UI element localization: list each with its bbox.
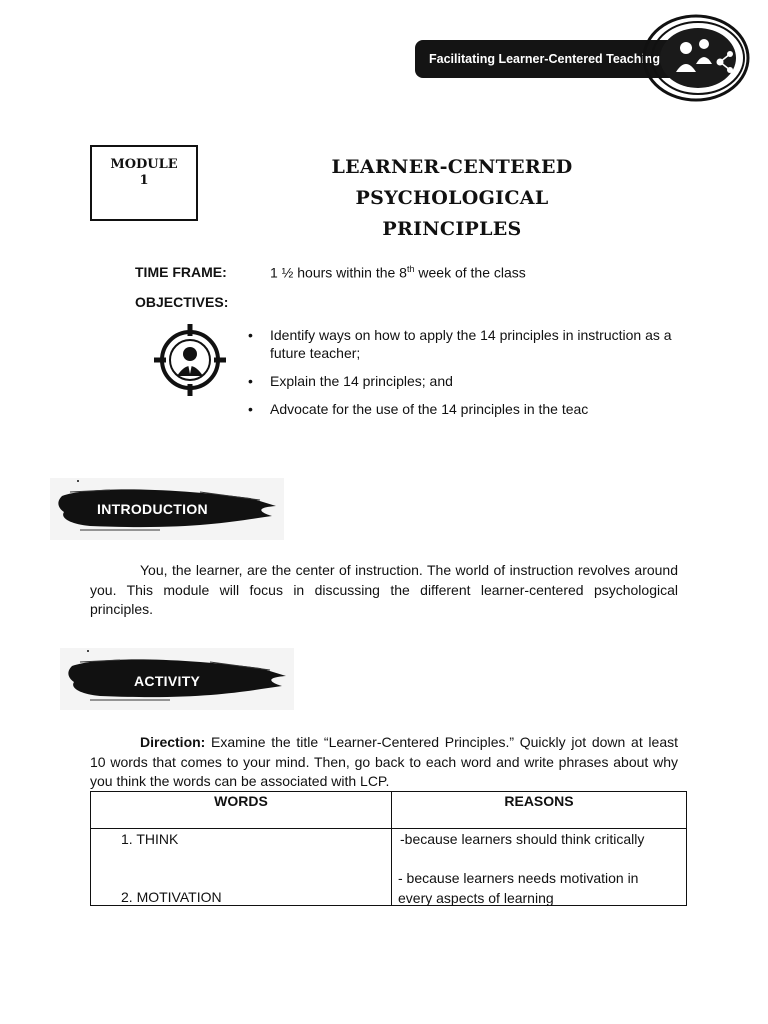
column-header-words: WORDS — [91, 792, 392, 829]
direction-label: Direction: — [140, 734, 206, 750]
time-frame-label: TIME FRAME: — [135, 264, 227, 280]
objective-item: • Identify ways on how to apply the 14 principles in instruction as a future teacher; — [246, 326, 686, 362]
introduction-paragraph: You, the learner, are the center of instruction. The world of instruction revolves around you. This module will focus in discussing the different learner-centered psychological principles. — [90, 562, 678, 617]
objective-item: • Advocate for the use of the 14 principles in the teac — [246, 400, 686, 418]
activity-heading: ACTIVITY — [134, 673, 201, 689]
direction-text: Examine the title “Learner-Centered Principles.” Quickly jot down at least 10 words that comes to your mind. Then, go back to each word and write phrases about why you think the words can be associated with LCP. — [90, 734, 678, 789]
direction-paragraph — [90, 733, 678, 792]
reasons-cell — [392, 829, 687, 906]
word-item: 2. MOTIVATION — [121, 889, 222, 905]
introduction-header — [50, 478, 284, 540]
people-network-icon — [640, 12, 752, 104]
words-table — [90, 791, 687, 906]
module-number: 1 — [139, 173, 149, 188]
time-frame-value: 1 ½ hours within the 8th week of the class — [270, 264, 526, 281]
header-banner — [415, 40, 673, 78]
introduction-heading: INTRODUCTION — [97, 501, 208, 517]
table-header-row — [91, 792, 687, 829]
word-item: 1. THINK — [121, 831, 179, 847]
title-line-1: LEARNER-CENTERED PSYCHOLOGICAL — [331, 156, 573, 209]
module-box — [90, 145, 198, 221]
activity-header — [60, 648, 294, 710]
objectives-list — [246, 326, 686, 430]
words-cell — [91, 829, 392, 906]
reason-item: - because learners needs motivation in every aspects of learning — [398, 870, 639, 906]
banner-text: Facilitating Learner-Centered Teaching — [429, 52, 661, 66]
objective-item: • Explain the 14 principles; and — [246, 372, 686, 390]
objectives-label: OBJECTIVES: — [135, 294, 229, 310]
page-title — [232, 152, 672, 245]
person-target-icon — [152, 322, 228, 398]
title-line-2: PRINCIPLES — [382, 218, 522, 240]
table-row — [91, 829, 687, 906]
module-label: MODULE — [110, 157, 178, 172]
reason-item: -because learners should think critically — [400, 831, 645, 847]
column-header-reasons: REASONS — [392, 792, 687, 829]
